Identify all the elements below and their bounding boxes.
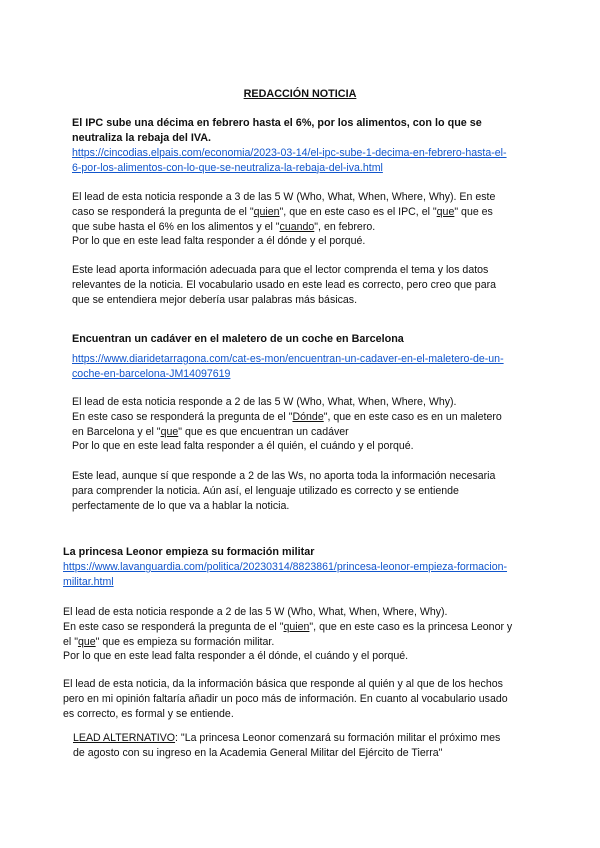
highlight-word: quien [253,205,280,218]
highlight-word: que [436,205,455,218]
article-3-headline [63,545,314,560]
article-1-link[interactable] [72,146,507,176]
evaluation-line: para comprender la noticia. Aún así, el lenguaje utilizado es correcto y se entiende [72,484,459,497]
evaluation-line: El lead de esta noticia, da la información básica que responde al quién y al que de los hechos [63,678,503,690]
highlight-word: cuando [279,220,315,233]
analysis-line: El lead de esta noticia responde a 3 de las 5 W (Who, What, When, Where, Why). En este [72,191,496,203]
alt-lead-line: de agosto con su ingreso en la Academia General Militar del Ejército de Tierra" [73,746,443,759]
analysis-line: que sube hasta el 6% en los alimentos y el "cuando", en febrero. [72,220,376,233]
highlight-word: Dónde [292,410,324,423]
article-link-line[interactable]: https://cincodias.elpais.com/economia/2023-03-14/el-ipc-sube-1-decima-en-febrero-hasta-el- [72,147,507,159]
alternative-lead [73,731,500,761]
evaluation-line: perfectamente de lo que va a hablar la noticia. [72,499,290,512]
alt-lead-line: LEAD ALTERNATIVO: "La princesa Leonor comenzará su formación militar el próximo mes [73,732,501,744]
article-link-line[interactable]: coche-en-barcelona-JM14097619 [72,367,231,380]
article-3-evaluation [63,677,508,721]
evaluation-line: pero en mi opinión faltaría añadir un poco más de información. En cuanto al vocabulario usado [63,692,508,705]
analysis-line: en Barcelona y el "que" que es que encuentran un cadáver [72,425,349,438]
article-3-link[interactable] [63,560,507,590]
article-1-evaluation [72,263,496,307]
article-1-analysis [72,190,495,249]
analysis-line: caso se responderá la pregunta de el "quien", que en este caso es el IPC, el "que" que es [72,205,493,218]
analysis-line: Por lo que en este lead falta responder a él dónde, el cuándo y el porqué. [63,650,409,663]
alt-lead-label: LEAD ALTERNATIVO [73,732,176,744]
evaluation-line: relevantes de la noticia. El vocabulario usado en este lead es correcto, pero creo que para [72,278,497,291]
article-link-line[interactable]: militar.html [63,575,114,588]
article-3-analysis [63,605,512,664]
article-2-analysis [72,395,502,454]
article-1-headline [72,116,482,146]
analysis-line: En este caso se responderá la pregunta de el "Dónde", que en este caso es en un maletero [72,410,502,423]
evaluation-line: Este lead, aunque sí que responde a 2 de las Ws, no aporta toda la información necesaria [72,470,496,482]
article-2-evaluation [72,469,495,513]
article-2-link[interactable] [72,352,504,382]
highlight-word: que [77,635,96,648]
analysis-line: Por lo que en este lead falta responder a él quién, el cuándo y el porqué. [72,440,414,453]
highlight-word: quien [283,620,310,633]
headline-line: El IPC sube una décima en febrero hasta el 6%, por los alimentos, con lo que se [72,117,482,129]
analysis-line: El lead de esta noticia responde a 2 de las 5 W (Who, What, When, Where, Why). [63,606,448,618]
evaluation-line: Este lead aporta información adecuada para que el lector comprenda el tema y los datos [72,264,489,276]
article-link-line[interactable]: 6-por-los-alimentos-con-lo-que-se-neutraliza-la-rebaja-del-iva.html [72,161,383,174]
headline-line: Encuentran un cadáver en el maletero de un coche en Barcelona [72,333,404,345]
analysis-line: el "que" que es empieza su formación militar. [63,635,275,648]
evaluation-line: que se entendiera mejor debería usar palabras más básicas. [72,293,358,306]
headline-line: neutraliza la rebaja del IVA. [72,131,212,144]
evaluation-line: es correcto, es formal y se entiende. [63,707,234,720]
article-link-line[interactable]: https://www.diaridetarragona.com/cat-es-mon/encuentran-un-cadaver-en-el-maletero-de-un- [72,353,504,365]
analysis-line: En este caso se responderá la pregunta de el "quien", que en este caso es la princesa Leonor y [63,620,513,633]
headline-line: La princesa Leonor empieza su formación militar [63,546,315,558]
article-link-line[interactable]: https://www.lavanguardia.com/politica/20230314/8823861/princesa-leonor-empieza-formacion- [63,561,508,573]
highlight-word: que [160,425,179,438]
analysis-line: Por lo que en este lead falta responder a él dónde y el porqué. [72,235,366,248]
analysis-line: El lead de esta noticia responde a 2 de las 5 W (Who, What, When, Where, Why). [72,396,457,408]
document-title: REDACCIÓN NOTICIA [243,88,357,100]
article-2-headline [72,332,404,347]
